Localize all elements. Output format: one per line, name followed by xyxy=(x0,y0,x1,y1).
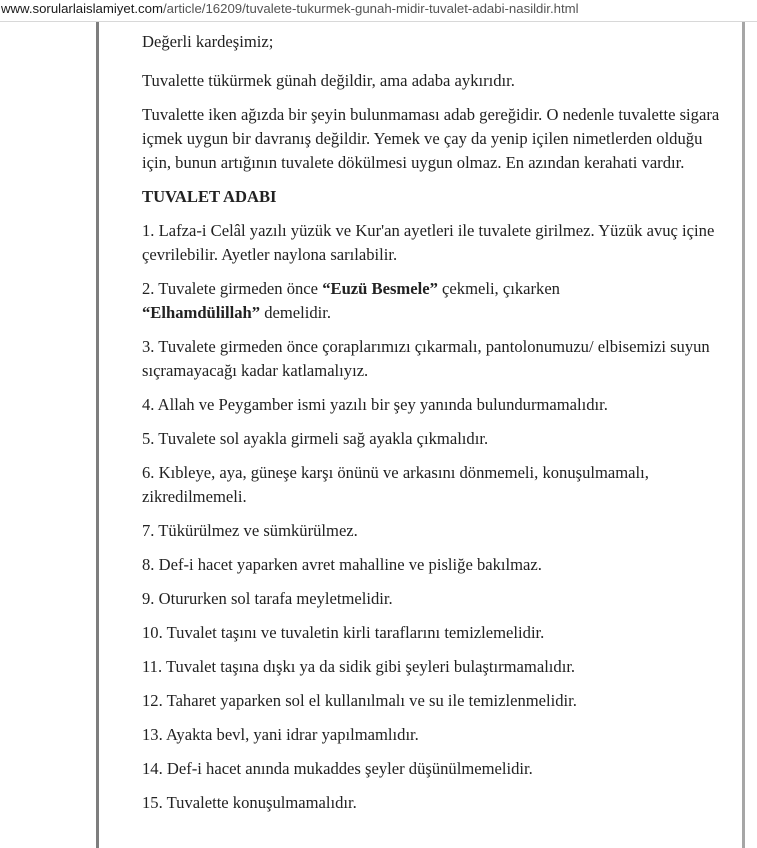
article-body xyxy=(142,30,722,825)
content-right-border xyxy=(742,22,745,848)
url-domain: www.sorularlaislamiyet.com xyxy=(1,1,163,16)
list-item-text: demelidir. xyxy=(260,303,332,322)
list-item: 10. Tuvalet taşını ve tuvaletin kirli taraflarını temizlemelidir. xyxy=(142,623,545,642)
list-item-bold-phrase: “Euzü Besmele” xyxy=(322,279,438,298)
list-item: 9. Otururken sol tarafa meyletmelidir. xyxy=(142,589,393,608)
list-item: 12. Taharet yaparken sol el kullanılmalı ve su ile temizlenmelidir. xyxy=(142,691,577,710)
list-item-text: çekmeli, çıkarken xyxy=(437,279,560,298)
list-item: 7. Tükürülmez ve sümkürülmez. xyxy=(142,521,358,540)
list-item: 1. Lafza-i Celâl yazılı yüzük ve Kur'an ayetleri ile tuvalete girilmez. Yüzük avuç içine çevrilebilir. Ayetler naylona sarılabilir. xyxy=(142,221,715,264)
list-item-bold-phrase: “Elhamdülillah” xyxy=(142,303,261,322)
content-left-border xyxy=(96,22,99,848)
list-item: 3. Tuvalete girmeden önce çoraplarımızı çıkarmalı, pantolonumuzu/ elbisemizi suyun sıçramayacağı kadar katlamalıyız. xyxy=(142,337,710,380)
list-item: 4. Allah ve Peygamber ismi yazılı bir şey yanında bulundurmamalıdır. xyxy=(142,395,608,414)
address-bar-divider xyxy=(0,21,757,22)
list-item: 8. Def-i hacet yaparken avret mahalline ve pisliğe bakılmaz. xyxy=(142,555,542,574)
list-item: 5. Tuvalete sol ayakla girmeli sağ ayakla çıkmalıdır. xyxy=(142,429,489,448)
list-item: 15. Tuvalette konuşulmamalıdır. xyxy=(142,793,357,812)
section-heading: TUVALET ADABI xyxy=(142,187,277,206)
paragraph-intro: Tuvalette tükürmek günah değildir, ama adaba aykırıdır. xyxy=(142,71,515,90)
address-bar[interactable] xyxy=(0,0,757,20)
list-item: 13. Ayakta bevl, yani idrar yapılmamlıdır. xyxy=(142,725,419,744)
paragraph-detail: Tuvalette iken ağızda bir şeyin bulunmaması adab gereğidir. O nedenle tuvalette sigara içmek uygun bir davranış değildir. Yemek ve çay da yenip içilen nimetlerden olduğu için, bunun artığının tuvalete dökülmesi uygun olmaz. En azından kerahati vardır. xyxy=(142,105,720,172)
list-item: 11. Tuvalet taşına dışkı ya da sidik gibi şeyleri bulaştırmamalıdır. xyxy=(142,657,576,676)
greeting: Değerli kardeşimiz; xyxy=(142,32,274,51)
url-path: /article/16209/tuvalete-tukurmek-gunah-midir-tuvalet-adabi-nasildir.html xyxy=(162,1,579,16)
list-item xyxy=(142,277,722,325)
list-item: 14. Def-i hacet anında mukaddes şeyler düşünülmemelidir. xyxy=(142,759,533,778)
list-item-text: 2. Tuvalete girmeden önce xyxy=(142,279,323,298)
list-item: 6. Kıbleye, aya, güneşe karşı önünü ve arkasını dönmemeli, konuşulmamalı, zikredilmemeli. xyxy=(142,463,649,506)
